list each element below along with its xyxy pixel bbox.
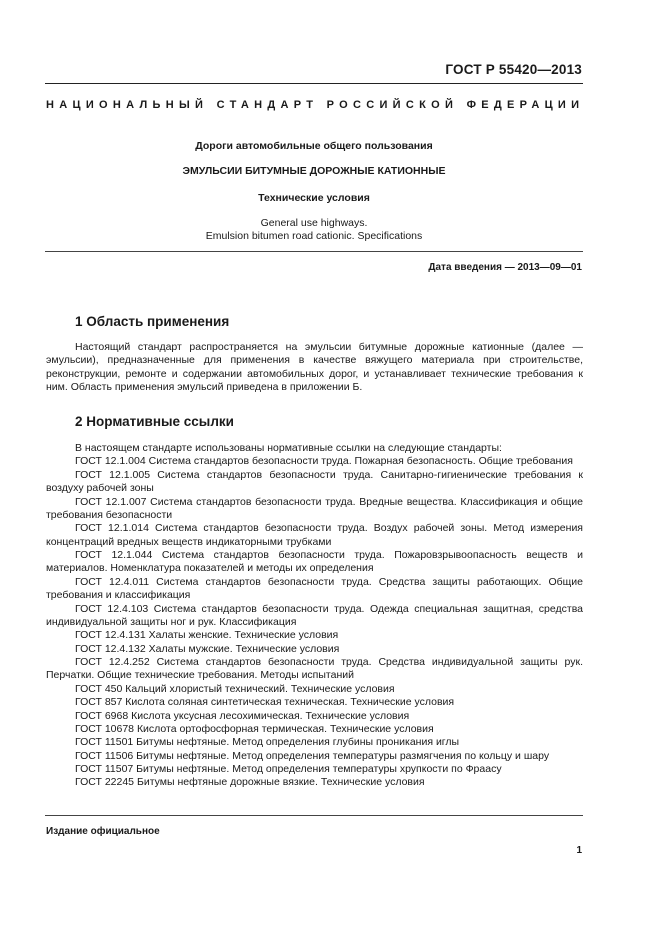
reference-item: ГОСТ 12.4.131 Халаты женские. Технические условия [75, 629, 339, 642]
reference-item: ГОСТ 11507 Битумы нефтяные. Метод определения температуры хрупкости по Фраасу [75, 763, 502, 775]
footer-divider [45, 815, 583, 816]
reference-item: ГОСТ 6968 Кислота уксусная лесохимическая. Технические условия [75, 709, 410, 722]
reference-item: ГОСТ 12.1.044 Система стандартов безопасности труда. Пожаровзрывоопасность веществ и материалов. Номенклатура показателей и методы их определения [46, 549, 583, 575]
reference-item: ГОСТ 12.1.007 Система стандартов безопасности труда. Вредные вещества. Классификация и общие требования безопасности [46, 495, 583, 521]
reference-item: ГОСТ 857 Кислота соляная синтетическая техническая. Технические условия [75, 696, 455, 709]
reference-item: ГОСТ 12.4.132 Халаты мужские. Технические условия [75, 642, 340, 655]
references-intro: В настоящем стандарте использованы нормативные ссылки на следующие стандарты: [75, 442, 502, 454]
official-edition-label: Издание официальное [46, 826, 160, 837]
reference-item: ГОСТ 11501 Битумы нефтяные. Метод определения глубины проникания иглы [75, 736, 460, 749]
introduction-date: Дата введения — 2013—09—01 [428, 262, 582, 273]
reference-item: ГОСТ 12.4.011 Система стандартов безопасности труда. Средства защиты работающих. Общие требования и классификация [46, 575, 583, 602]
document-title-line1: Дороги автомобильные общего пользования [195, 140, 433, 152]
reference-item: ГОСТ 22245 Битумы нефтяные дорожные вязкие. Технические условия [75, 776, 425, 789]
reference-item: ГОСТ 10678 Кислота ортофосфорная термическая. Технические условия [75, 722, 434, 735]
reference-item: ГОСТ 12.4.252 Система стандартов безопасности труда. Средства индивидуальной защиты рук. Перчатки. Общие технические требования. Методы испытаний [46, 656, 583, 682]
english-title-line1: General use highways. [260, 217, 368, 229]
section-2-heading: 2 Нормативные ссылки [75, 414, 234, 429]
reference-item: ГОСТ 12.1.005 Система стандартов безопасности труда. Санитарно-гигиенические требования к воздуху рабочей зоны [46, 468, 583, 495]
section-1-heading: 1 Область применения [75, 314, 230, 329]
english-title-line2: Emulsion bitumen road cationic. Specifications [205, 230, 423, 242]
section-1-paragraph: Настоящий стандарт распространяется на эмульсии битумные дорожные катионные (далее — эмульсии), предназначенные для применения в качестве вяжущего материала при строительстве, реконструкции, ремонте и содержании автомобильных дорог, и устанавливает технические требования к ним. Область применения эмульсий приведена в приложении Б. [46, 341, 583, 394]
reference-item: ГОСТ 450 Кальций хлористый технический. Технические условия [75, 682, 395, 695]
reference-item: ГОСТ 12.1.014 Система стандартов безопасности труда. Воздух рабочей зоны. Метод измерения концентраций вредных веществ индикаторными трубками [46, 522, 583, 548]
national-standard-banner: НАЦИОНАЛЬНЫЙ СТАНДАРТ РОССИЙСКОЙ ФЕДЕРАЦИИ [46, 99, 585, 111]
normative-references-list [46, 442, 583, 790]
reference-item: ГОСТ 12.4.103 Система стандартов безопасности труда. Одежда специальная защитная, средства индивидуальной защиты ног и рук. Классификация [46, 602, 583, 628]
document-code: ГОСТ Р 55420—2013 [445, 62, 582, 77]
title-divider [45, 251, 583, 252]
reference-item: ГОСТ 12.1.004 Система стандартов безопасности труда. Пожарная безопасность. Общие требования [75, 455, 573, 468]
document-title-line2: ЭМУЛЬСИИ БИТУМНЫЕ ДОРОЖНЫЕ КАТИОННЫЕ [182, 165, 446, 177]
page-number: 1 [576, 845, 582, 856]
document-title-line3: Технические условия [258, 192, 370, 204]
reference-item: ГОСТ 11506 Битумы нефтяные. Метод определения температуры размягчения по кольцу и шару [75, 749, 550, 762]
header-divider [45, 83, 583, 84]
